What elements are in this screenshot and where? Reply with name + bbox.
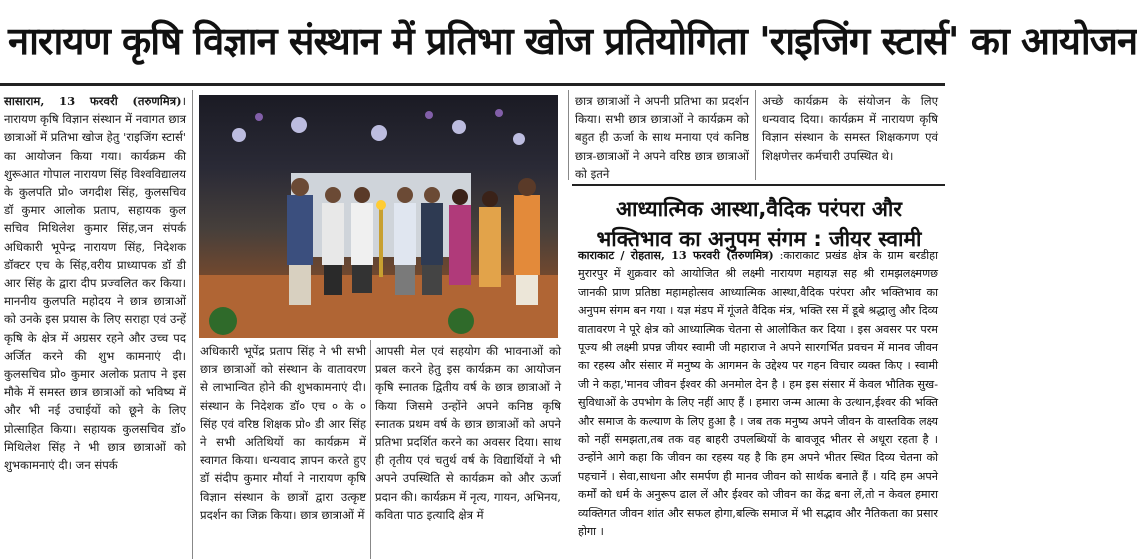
column-divider — [568, 90, 569, 180]
event-photo — [199, 95, 558, 338]
article2-headline: आध्यात्मिक आस्था,वैदिक परंपरा और भक्तिभाव का अनुपम संगम : जीयर स्वामी — [596, 197, 922, 251]
body-text: छात्र छात्राओं ने अपनी प्रतिभा का प्रदर्शन किया। सभी छात्र छात्राओं ने कार्यक्रम को बहुत ही ऊर्जा के साथ मनाया एवं कनिष्ठ छात्र-छात्राओं ने अपने वरिष्ठ छात्र छात्राओं को इतने — [575, 94, 749, 181]
body-text: अच्छे कार्यक्रम के संयोजन के लिए धन्यवाद दिया। कार्यक्रम में नारायण कृषि विज्ञान संस्थान के समस्त शिक्षकगण एवं शिक्षणेत्तर कर्मचारी उपस्थित थे। — [762, 94, 938, 163]
dateline: सासाराम, 13 फरवरी (तरुणमित्र) — [4, 94, 182, 108]
column-divider — [755, 90, 756, 180]
column-divider — [370, 340, 371, 559]
column-divider — [192, 90, 193, 559]
body-text: आपसी मेल एवं सहयोग की भावनाओं को प्रबल करने हेतु इस कार्यक्रम का आयोजन कृषि स्नातक द्वितीय वर्ष के छात्र छात्राओं ने किया जिसमे उन्होंने अपने कनिष्ठ कृषि स्नातक प्रथम वर्ष के छात्र छात्राओं को अपने प्रतिभा प्रदर्शित करने का अवसर दिया। साथ ही तृतीय एवं चतुर्थ वर्ष के विद्यार्थियों ने भी अपने उपस्थिति से कार्यक्रम को और ऊर्जा प्रदान की। कार्यक्रम में नृत्य, गायन, अभिनय, कविता पाठ इत्यादि क्षेत्र में — [375, 344, 561, 522]
body-text: अधिकारी भूपेंद्र प्रताप सिंह ने भी सभी छात्र छात्राओं को संस्थान के वातावरण से लाभान्वित होने की शुभकामनाएं दी। संस्थान के निदेशक डॉ० एच ० के ० सिंह एवं वरिष्ठ शिक्षक प्रो० डी आर सिंह ने सभी अतिथियों का कार्यक्रम में स्वागत किया। धन्यवाद ज्ञापन करते हुए डॉ संदीप कुमार मौर्या ने नारायण कृषि विज्ञान संस्थान के छात्रों द्वारा उत्कृष्ट प्रदर्शन का जिक्र किया। छात्र छात्राओं में — [200, 344, 366, 522]
event-photo-illustration — [199, 95, 558, 338]
body-text: :काराकाट प्रखंड क्षेत्र के ग्राम बरडीहा मुरारपुर में शुक्रवार को आयोजित श्री लक्ष्मी नारायण महायज्ञ सह श्री रामझलक्ष्मणछ जानकी प्राण प्रतिष्ठा महामहोत्सव आध्यात्मिक आस्था,वैदिक परंपरा और भक्तिभाव का अनुपम संगम बन गया । यज्ञ मंडप में गूंजते वैदिक मंत्र, भक्ति रस में डूबे श्रद्धालु और दिव्य वातावरण ने पूरे क्षेत्र को आध्यात्मिक चेतना से आलोकित कर दिया । इस अवसर पर परम पूज्य श्री लक्ष्मी प्रपन्न जीयर स्वामी जी महाराज ने अपने सारगर्भित प्रवचन में मानव जीवन का रहस्य और संसार में मनुष्य के आगमन के उद्देश्य पर गहन विचार व्यक्त किए । स्वामी जी ने कहा,'मानव जीवन ईश्वर की अनमोल देन है । हम इस संसार में केवल भौतिक सुख-सुविधाओं के उपभोग के लिए नहीं आए हैं । हमारा जन्म आत्मा के उत्थान,ईश्वर की भक्ति और समाज के कल्याण के लिए हुआ है । जब तक मनुष्य अपने जीवन के वास्तविक लक्ष्य को नहीं समझता,तब तक वह बाहरी उपलब्धियों के बावजूद भीतर से अधूरा रहता है । उन्होंने आगे कहा कि जीवन का रहस्य यह है कि हम अपने भीतर स्थित दिव्य चेतना को पहचानें । सेवा,साधना और समर्पण ही मानव जीवन को सार्थक बनाते हैं । यदि हम अपने कर्मों को धर्म के अनुरूप ढाल लें और ईश्वर को जीवन का केंद्र बना लें,तो न केवल हमारा व्यक्तिगत जीवन शांत और सफल होगा,बल्कि समाज में भी सद्भाव और नैतिकता का प्रसार होगा । — [578, 249, 938, 539]
article-divider — [572, 184, 945, 186]
article2-dateline: काराकाट / रोहतास, 13 फरवरी (तरुणमित्र) — [578, 248, 774, 262]
article-column-4-top — [762, 92, 938, 182]
article-column-1 — [4, 92, 186, 559]
headline: नारायण कृषि विज्ञान संस्थान में प्रतिभा खोज प्रतियोगिता 'राइजिंग स्टार्स' का आयोजन — [8, 19, 1137, 63]
article-column-2 — [200, 342, 366, 559]
rule-under-headline — [0, 83, 945, 86]
article2-body — [578, 246, 938, 559]
body-text: । नारायण कृषि विज्ञान संस्थान में नवागत छात्र छात्राओं में प्रतिभा खोज हेतु 'राइजिंग स्टार्स' का आयोजन किया गया। कार्यक्रम की शुरूआत गोपाल नारायण सिंह विश्वविद्यालय के कुलपति प्रो० जगदीश सिंह, कुलसचिव डॉ कुमार आलोक प्रताप, सहायक कुल सचिव मिथिलेश कुमार सिंह,जन संपर्क अधिकारी भूपेन्द्र नारायण सिंह, निदेशक डॉक्टर एच के सिंह,वरीय प्राध्यापक डॉ डी आर सिंह के द्वारा दीप प्रज्वलित कर किया। माननीय कुलपति महोदय ने छात्र छात्राओं को उनके इस प्रयास के लिए सराहा एवं उन्हें कृषि के क्षेत्र में अग्रसर रहने और उच्च पद अर्जित करने की शुभ कामनाएं दी। कुलसचिव प्रो० कुमार अलोक प्रताप ने इस मौके में समस्त छात्र छात्राओं को भविष्य में और भी नई उचाईयों को छूने के लिए प्रोत्साहित किया। सहायक कुलसचिव डॉ० मिथिलेश सिंह ने भी छात्र छात्राओं को शुभकामनाएं दी। जन संपर्क — [4, 94, 186, 473]
article-column-3-top — [575, 92, 749, 182]
article-column-3 — [375, 342, 561, 559]
